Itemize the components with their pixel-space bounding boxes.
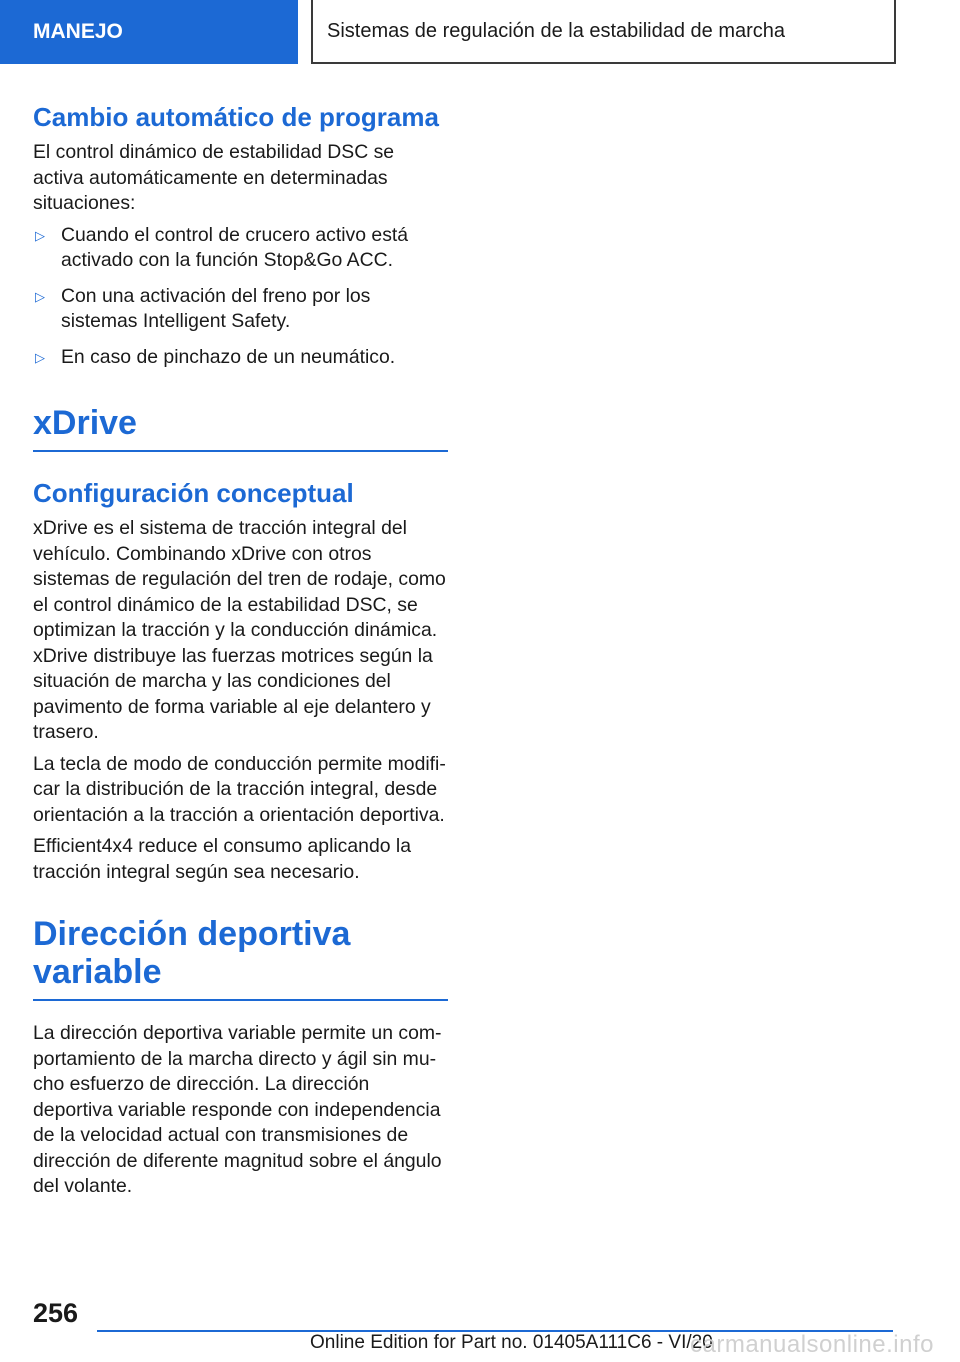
program-change-list (33, 223, 448, 371)
page-number: 256 (33, 1298, 79, 1328)
xdrive-paragraph: La tecla de modo de conducción permite modificar la distribución de la tracción integral, desde orientación a la tracción a orientación deportiva. (33, 752, 446, 826)
xdrive-paragraph: Efficient4x4 reduce el consumo aplicando la tracción integral según sea necesario. (33, 835, 411, 883)
program-change-intro: El control dinámico de estabilidad DSC se activa automáticamente en determinadas situaciones: (33, 141, 395, 214)
heading-program-change: Cambio automático de programa (33, 102, 439, 132)
section-steering (33, 915, 448, 1200)
triangle-right-outline-icon: ▷ (35, 288, 45, 304)
xdrive-paragraph: xDrive es el sistema de tracción integral del vehículo. Combinando xDrive con otros sistemas de regulación del tren de rodaje, como el control dinámico de la estabilidad DSC, se optimizan la tracción y la conducción dinámica. xDrive distribuye las fuerzas motrices según la situación de marcha y las condiciones del pavimento de forma variable al eje delantero y trasero. (33, 517, 446, 743)
heading-configuracion: Configuración conceptual (33, 478, 354, 508)
heading-steering: Dirección deportiva variable (33, 915, 448, 1001)
list-item-text: Cuando el control de crucero activo está activado con la función Stop&Go ACC. (61, 223, 409, 271)
heading-xdrive: xDrive (33, 404, 448, 452)
section-tab: MANEJO (0, 0, 298, 64)
list-item (33, 284, 448, 335)
page-content (33, 100, 448, 1206)
footer-edition: Online Edition for Part no. 01405A111C6 - VI/20 (310, 1332, 713, 1353)
page-header (0, 0, 960, 66)
list-item-text: Con una activación del freno por los sistemas Intelligent Safety. (61, 284, 371, 332)
list-item-text: En caso de pinchazo de un neumático. (61, 345, 396, 368)
triangle-right-outline-icon: ▷ (35, 227, 45, 243)
watermark: carmanualsonline.info (690, 1331, 934, 1358)
steering-paragraph: La dirección deportiva variable permite un comportamiento de la marcha directo y ágil sin mucho esfuerzo de dirección. La dirección deportiva variable responde con independencia de la velocidad actual con transmisiones de dirección de diferente magnitud sobre el ángulo del volante. (33, 1022, 442, 1197)
section-program-change (33, 100, 448, 370)
list-item (33, 345, 448, 371)
chapter-title: Sistemas de regulación de la estabilidad de marcha (311, 0, 896, 64)
section-xdrive (33, 404, 448, 885)
triangle-right-outline-icon: ▷ (35, 349, 45, 365)
list-item (33, 223, 448, 274)
